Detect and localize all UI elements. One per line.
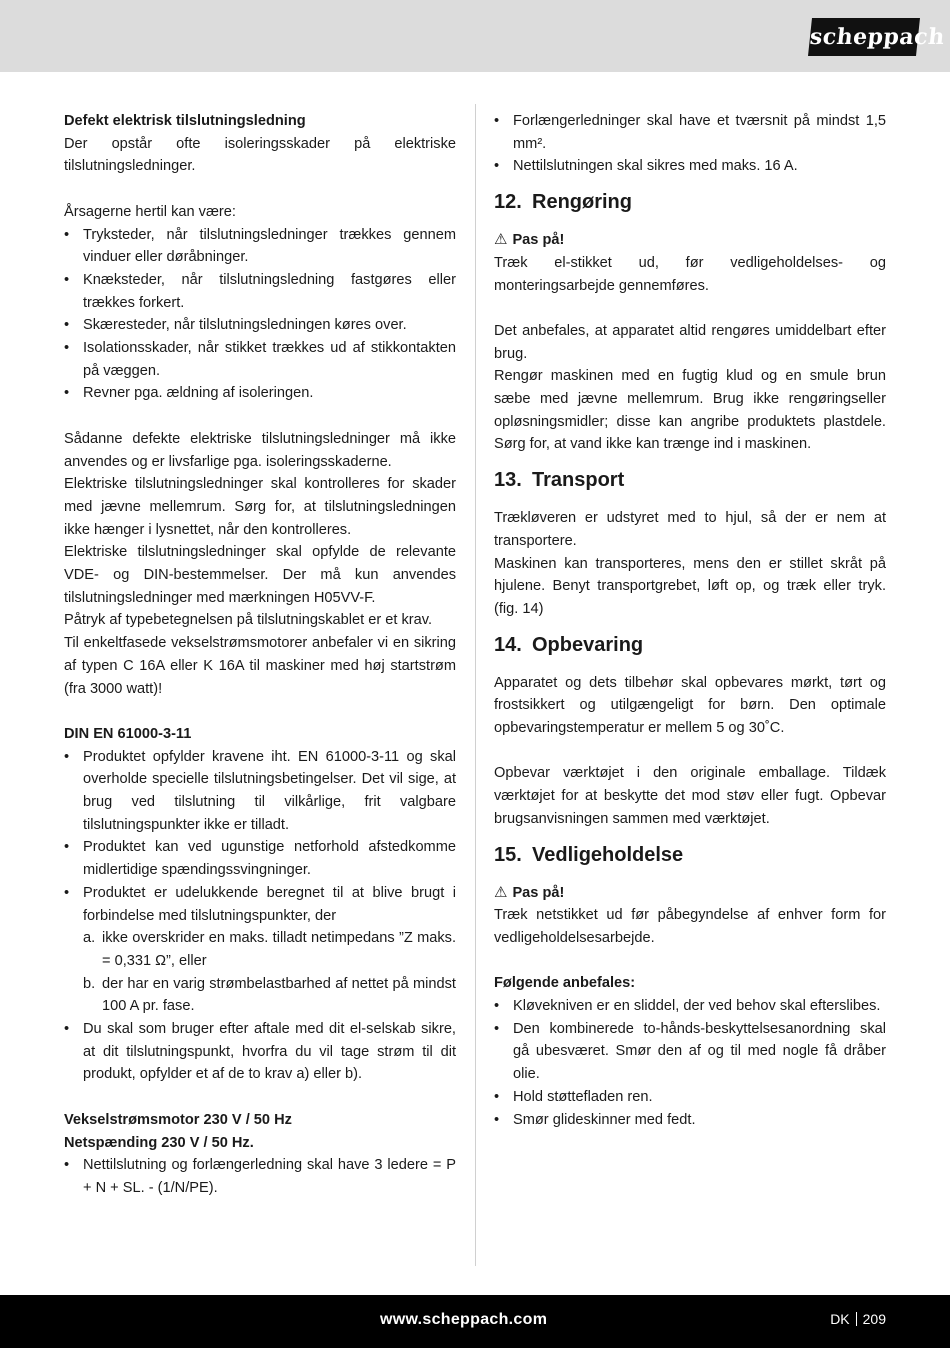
section-heading-maintenance: 15. Vedligeholdelse <box>494 843 684 866</box>
din-heading: DIN EN 61000-3-11 <box>64 725 192 742</box>
list-item <box>64 973 456 1018</box>
section-heading-storage: 14. Opbevaring <box>494 633 644 656</box>
list-item: • Produktet er udelukkende beregnet til at blive brugt i forbindelse med tilslutningspunkter, der <box>64 882 456 927</box>
list-item: • Knæksteder, når tilslutningsledning fastgøres eller trækkes forkert. <box>64 269 456 314</box>
sublist-marker: b. <box>83 975 96 992</box>
motor-list <box>64 1154 456 1199</box>
motor-heading: Vekselstrømsmotor 230 V / 50 Hz <box>64 1111 292 1128</box>
paragraph: Trækløveren er udstyret med to hjul, så der er nem at transportere. <box>494 510 886 549</box>
list-item: • Produktet opfylder kravene iht. EN 61000-3-11 og skal overholde specielle tilslutningsbetingelser. Det vil sige, at brug ved tilslutning til vilkårlige, frit valgbare tilslutningspunkter ikke er tilladt. <box>64 746 456 837</box>
list-item: • Nettilslutning og forlængerledning skal have 3 ledere = P + N + SL. - (1/N/PE). <box>64 1154 456 1199</box>
paragraph: Til enkeltfasede vekselstrømsmotorer anbefaler vi en sikring af typen C 16A eller K 16A til maskiner med høj startstrøm (fra 3000 watt)! <box>64 635 456 697</box>
cable-list <box>494 110 886 178</box>
paragraph: Elektriske tilslutningsledninger skal kontrolleres for skader med jævne mellemrum. Sørg for, at tilslutningsledningen ikke hænger i lysnettet, når den kontrolleres. <box>64 476 456 538</box>
warning-icon: ⚠ <box>494 883 508 901</box>
voltage-heading: Netspænding 230 V / 50 Hz. <box>64 1134 254 1151</box>
header-bar <box>0 0 950 72</box>
defekt-heading: Defekt elektrisk tilslutningsledning <box>64 113 306 129</box>
list-item: • Kløvekniven er en sliddel, der ved behov skal efterslibes. <box>494 995 886 1018</box>
paragraph: Opbevar værktøjet i den originale emballage. Tildæk værktøjet for at beskytte det mod støv eller fugt. Opbevar brugsanvisningen sammen med værktøjet. <box>494 765 886 827</box>
sublist-text: ikke overskrider en maks. tilladt netimpedans ”Z maks. = 0,331 Ω”, eller <box>102 930 456 969</box>
list-item: • Den kombinerede to-hånds-beskyttelsesanordning skal gå ubesværet. Smør den af og til med nogle få dråber olie. <box>494 1018 886 1086</box>
paragraph: Apparatet og dets tilbehør skal opbevares mørkt, tørt og frostsikkert og utilgængeligt for børn. Den optimale opbevaringstemperatur er mellem 5 og 30˚C. <box>494 674 886 737</box>
maintenance-list <box>494 995 886 1131</box>
list-item: • Skæresteder, når tilslutningsledningen køres over. <box>64 314 456 337</box>
column-divider <box>475 104 476 1266</box>
list-item: • Hold støttefladen ren. <box>494 1086 886 1109</box>
list-item: • Produktet kan ved ugunstige netforhold afstedkomme midlertidige spændingssvingninger. <box>64 836 456 881</box>
brand-logo: scheppach <box>808 18 920 56</box>
paragraph: Sådanne defekte elektriske tilslutningsledninger må ikke anvendes og er livsfarlige pga. isoleringsskaderne. <box>64 430 456 470</box>
paragraph: Træk el-stikket ud, før vedligeholdelses- og monteringsarbejde gennemføres. <box>494 254 886 294</box>
sublist-marker: a. <box>83 930 96 947</box>
website-link[interactable]: www.scheppach.com <box>380 1311 548 1328</box>
warning-icon: ⚠ <box>494 231 508 249</box>
paragraph: Rengør maskinen med en fugtig klud og en smule brun sæbe med jævne mellemrum. Brug ikke rengøringseller opløsningsmidler; disse kan angribe produktets plastdele. Sørg for, at vand ikke kan trænge ind i maskinen. <box>494 368 886 453</box>
paragraph: Maskinen kan transporteres, mens den er stillet skråt på hjulene. Benyt transportgrebet, løft op, og træk eller tryk. (fig. 14) <box>494 555 886 617</box>
section-heading-transport: 13. Transport <box>494 469 625 492</box>
list-item <box>64 927 456 972</box>
section-heading-cleaning: 12. Rengøring <box>494 191 632 214</box>
list-item: • Tryksteder, når tilslutningsledninger trækkes gennem vinduer eller døråbninger. <box>64 224 456 269</box>
causes-intro: Årsagerne hertil kan være: <box>64 203 236 220</box>
list-item: • Nettilslutningen skal sikres med maks. 16 A. <box>494 155 886 178</box>
list-item: • Smør glideskinner med fedt. <box>494 1109 886 1132</box>
paragraph: Påtryk af typebetegnelsen på tilslutningskablet er et krav. <box>64 612 433 629</box>
recommend-heading: Følgende anbefales: <box>494 975 636 992</box>
paragraph: Træk netstikket ud før påbegyndelse af enhver form for vedligeholdelsesarbejde. <box>494 907 886 946</box>
page-number: DK 209 <box>830 1311 886 1327</box>
right-column <box>494 110 886 1131</box>
paragraph: Elektriske tilslutningsledninger skal opfylde de relevante VDE- og DIN-bestemmelser. Der må kun anvendes tilslutningsledninger med mærkningen H05VV-F. <box>64 544 456 606</box>
defekt-text: Der opstår ofte isoleringsskader på elektriske tilslutningsledninger. <box>64 135 456 175</box>
din-list-end <box>64 1018 456 1086</box>
list-item: • Revner pga. ældning af isoleringen. <box>64 382 456 405</box>
din-list <box>64 746 456 928</box>
paragraph: Det anbefales, at apparatet altid rengøres umiddelbart efter brug. <box>494 322 886 362</box>
footer-bar <box>0 1295 950 1348</box>
warning-label: ⚠ Pas på! <box>494 231 565 249</box>
causes-list <box>64 224 456 406</box>
list-item: • Isolationsskader, når stikket trækkes ud af stikkontakten på væggen. <box>64 337 456 382</box>
list-item: • Du skal som bruger efter aftale med dit el-selskab sikre, at dit tilslutningspunkt, hvorfra du vil tage strøm til dit produkt, opfylder et af de to krav a) eller b). <box>64 1018 456 1086</box>
list-item: • Forlængerledninger skal have et tværsnit på mindst 1,5 mm². <box>494 110 886 155</box>
sublist-text: der har en varig strømbelastbarhed af nettet på mindst 100 A pr. fase. <box>102 975 456 1015</box>
left-column <box>64 110 456 1200</box>
din-sublist <box>64 927 456 1018</box>
warning-label: ⚠ Pas på! <box>494 883 565 901</box>
